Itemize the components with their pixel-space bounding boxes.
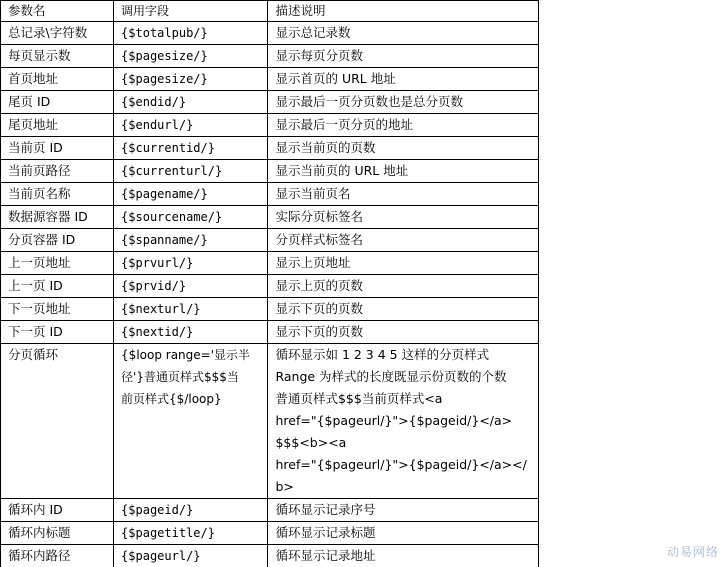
desc-cell: 显示当前页的页数	[268, 137, 539, 160]
field-cell: {$pagesize/}	[114, 68, 268, 91]
field-cell: {$prvurl/}	[114, 252, 268, 275]
param-name-cell: 下一页地址	[1, 298, 114, 321]
desc-cell: 循环显示记录地址	[268, 545, 539, 567]
table-row	[1, 114, 539, 137]
desc-cell	[268, 344, 539, 499]
desc-cell: 实际分页标签名	[268, 206, 539, 229]
table-row	[1, 45, 539, 68]
desc-cell: 显示下页的页数	[268, 321, 539, 344]
field-cell: {$pageurl/}	[114, 545, 268, 567]
param-name-cell: 尾页 ID	[1, 91, 114, 114]
desc-line: href="{$pageurl/}">{$pageid/}</a></	[275, 454, 538, 476]
header-desc: 描述说明	[268, 1, 539, 22]
field-cell: {$nextid/}	[114, 321, 268, 344]
table-row	[1, 137, 539, 160]
param-name-cell: 总记录\字符数	[1, 22, 114, 45]
param-name-cell: 分页循环	[1, 344, 114, 499]
header-field: 调用字段	[114, 1, 268, 22]
table-row	[1, 160, 539, 183]
param-name-cell: 数据源容器 ID	[1, 206, 114, 229]
desc-cell: 显示最后一页分页的地址	[268, 114, 539, 137]
param-name-cell: 循环内标题	[1, 522, 114, 545]
table-row	[1, 206, 539, 229]
field-cell: {$endurl/}	[114, 114, 268, 137]
field-cell: {$currentid/}	[114, 137, 268, 160]
param-name-cell: 上一页 ID	[1, 275, 114, 298]
desc-cell: 显示当前页的 URL 地址	[268, 160, 539, 183]
field-cell: {$prvid/}	[114, 275, 268, 298]
desc-cell: 循环显示记录序号	[268, 499, 539, 522]
field-cell: {$pagesize/}	[114, 45, 268, 68]
table-header-row	[1, 1, 539, 22]
desc-cell: 显示当前页名	[268, 183, 539, 206]
param-name-cell: 上一页地址	[1, 252, 114, 275]
field-cell: {$totalpub/}	[114, 22, 268, 45]
param-name-cell: 当前页路径	[1, 160, 114, 183]
param-name-cell: 当前页 ID	[1, 137, 114, 160]
field-cell: {$pageid/}	[114, 499, 268, 522]
watermark-logo-text: 动易网络	[667, 543, 719, 560]
table-row	[1, 229, 539, 252]
table-row	[1, 183, 539, 206]
desc-line: 普通页样式$$$当前页样式<a	[275, 388, 538, 410]
desc-cell: 显示每页分页数	[268, 45, 539, 68]
header-name: 参数名	[1, 1, 114, 22]
field-cell: {$pagename/}	[114, 183, 268, 206]
table-row	[1, 252, 539, 275]
desc-cell: 显示上页地址	[268, 252, 539, 275]
field-cell	[114, 344, 268, 499]
desc-cell: 循环显示记录标题	[268, 522, 539, 545]
table-row	[1, 275, 539, 298]
param-name-cell: 每页显示数	[1, 45, 114, 68]
field-cell: {$endid/}	[114, 91, 268, 114]
desc-cell: 显示总记录数	[268, 22, 539, 45]
desc-line: href="{$pageurl/}">{$pageid/}</a>	[275, 410, 538, 432]
table-row-loop	[1, 344, 539, 499]
param-name-cell: 循环内 ID	[1, 499, 114, 522]
field-cell: {$nexturl/}	[114, 298, 268, 321]
field-cell: {$currenturl/}	[114, 160, 268, 183]
desc-line: $$$<b><a	[275, 432, 538, 454]
field-line: {$loop range='显示半	[121, 344, 267, 366]
desc-line: b>	[275, 476, 538, 498]
field-cell: {$sourcename/}	[114, 206, 268, 229]
param-name-cell: 尾页地址	[1, 114, 114, 137]
table-row	[1, 68, 539, 91]
table-row	[1, 522, 539, 545]
table-row	[1, 499, 539, 522]
desc-line: Range 为样式的长度既显示份页数的个数	[275, 366, 538, 388]
desc-cell: 分页样式标签名	[268, 229, 539, 252]
desc-cell: 显示首页的 URL 地址	[268, 68, 539, 91]
param-name-cell: 当前页名称	[1, 183, 114, 206]
param-name-cell: 循环内路径	[1, 545, 114, 567]
field-cell: {$spanname/}	[114, 229, 268, 252]
table-row	[1, 22, 539, 45]
field-line: 径'}普通页样式$$$当	[121, 366, 267, 388]
table-row	[1, 321, 539, 344]
table-row	[1, 91, 539, 114]
param-name-cell: 首页地址	[1, 68, 114, 91]
desc-line: 循环显示如 1 2 3 4 5 这样的分页样式	[275, 344, 538, 366]
desc-cell: 显示下页的页数	[268, 298, 539, 321]
param-name-cell: 下一页 ID	[1, 321, 114, 344]
table-row	[1, 298, 539, 321]
desc-cell: 显示最后一页分页数也是总分页数	[268, 91, 539, 114]
field-cell: {$pagetitle/}	[114, 522, 268, 545]
field-line: 前页样式{$/loop}	[121, 388, 267, 410]
desc-cell: 显示上页的页数	[268, 275, 539, 298]
param-name-cell: 分页容器 ID	[1, 229, 114, 252]
